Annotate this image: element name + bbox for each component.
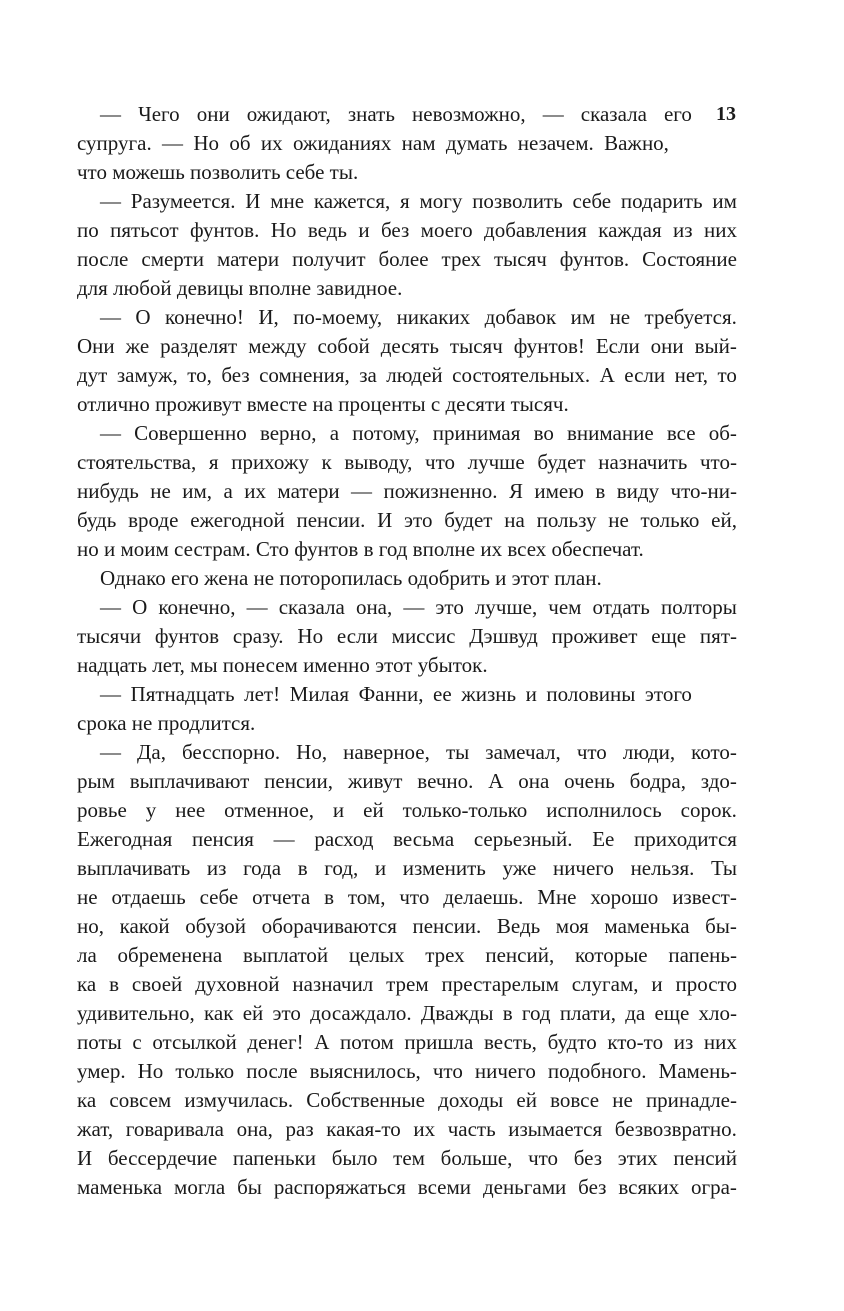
text-line: по пятьсот фунтов. Но ведь и без моего добавления каждая из них <box>77 218 737 242</box>
text-line: И бессердечие папеньки было тем больше, что без этих пенсий <box>77 1146 737 1170</box>
text-line: — Пятнадцать лет! Милая Фанни, ее жизнь и половины этого <box>100 682 692 706</box>
text-line: Ежегодная пенсия — расход весьма серьезный. Ее приходится <box>77 827 737 851</box>
text-line: после смерти матери получит более трех тысяч фунтов. Состояние <box>77 247 737 271</box>
text-line: что можешь позволить себе ты. <box>77 160 359 184</box>
text-line: Они же разделят между собой десять тысяч фунтов! Если они вый- <box>77 334 737 358</box>
body-text <box>77 100 737 1202</box>
text-line: ровье у нее отменное, и ей только-только исполнилось сорок. <box>77 798 737 822</box>
text-line: супруга. — Но об их ожиданиях нам думать незачем. Важно, <box>77 131 669 155</box>
text-line: но, какой обузой оборачиваются пенсии. Ведь моя маменька бы- <box>77 914 737 938</box>
text-line: ла обременена выплатой целых трех пенсий, которые папень- <box>77 943 737 967</box>
text-line: — Совершенно верно, а потому, принимая во внимание все об- <box>100 421 737 445</box>
text-line: рым выплачивают пенсии, живут вечно. А она очень бодра, здо- <box>77 769 737 793</box>
text-line: умер. Но только после выяснилось, что ничего подобного. Мамень- <box>77 1059 737 1083</box>
text-line: нибудь не им, а их матери — пожизненно. Я имею в виду что-ни- <box>77 479 737 503</box>
text-line: маменька могла бы распоряжаться всеми деньгами без всяких огра- <box>77 1175 737 1199</box>
text-line: Однако его жена не поторопилась одобрить и этот план. <box>100 566 602 590</box>
text-line: не отдаешь себе отчета в том, что делаешь. Мне хорошо извест- <box>77 885 737 909</box>
text-line: ка в своей духовной назначил трем престарелым слугам, и просто <box>77 972 737 996</box>
text-line: — Да, бесспорно. Но, наверное, ты замечал, что люди, кото- <box>100 740 737 764</box>
text-line: — О конечно, — сказала она, — это лучше, чем отдать полторы <box>100 595 737 619</box>
text-line: выплачивать из года в год, и изменить уже ничего нельзя. Ты <box>77 856 737 880</box>
text-line: жат, говаривала она, раз какая-то их часть изымается безвозвратно. <box>77 1117 737 1141</box>
text-line: — Разумеется. И мне кажется, я могу позволить себе подарить им <box>100 189 737 213</box>
text-line: для любой девицы вполне завидное. <box>77 276 403 300</box>
text-line: тысячи фунтов сразу. Но если миссис Дэшвуд проживет еще пят- <box>77 624 737 648</box>
text-line: отлично проживут вместе на проценты с десяти тысяч. <box>77 392 569 416</box>
text-line: стоятельства, я прихожу к выводу, что лучше будет назначить что- <box>77 450 737 474</box>
text-line: надцать лет, мы понесем именно этот убыток. <box>77 653 488 677</box>
text-line: — О конечно! И, по-моему, никаких добавок им не требуется. <box>100 305 737 329</box>
text-line: срока не продлится. <box>77 711 256 735</box>
text-line: дут замуж, то, без сомнения, за людей состоятельных. А если нет, то <box>77 363 737 387</box>
text-line: поты с отсылкой денег! А потом пришла весть, будто кто-то из них <box>77 1030 737 1054</box>
text-line: — Чего они ожидают, знать невозможно, — сказала его <box>100 102 692 126</box>
text-line: но и моим сестрам. Сто фунтов в год вполне их всех обеспечат. <box>77 537 644 561</box>
text-line: будь вроде ежегодной пенсии. И это будет на пользу не только ей, <box>77 508 737 532</box>
text-line: удивительно, как ей это досаждало. Дважды в год плати, да еще хло- <box>77 1001 737 1025</box>
text-line: ка совсем измучилась. Собственные доходы ей вовсе не принадле- <box>77 1088 737 1112</box>
page-number: 13 <box>716 103 736 125</box>
